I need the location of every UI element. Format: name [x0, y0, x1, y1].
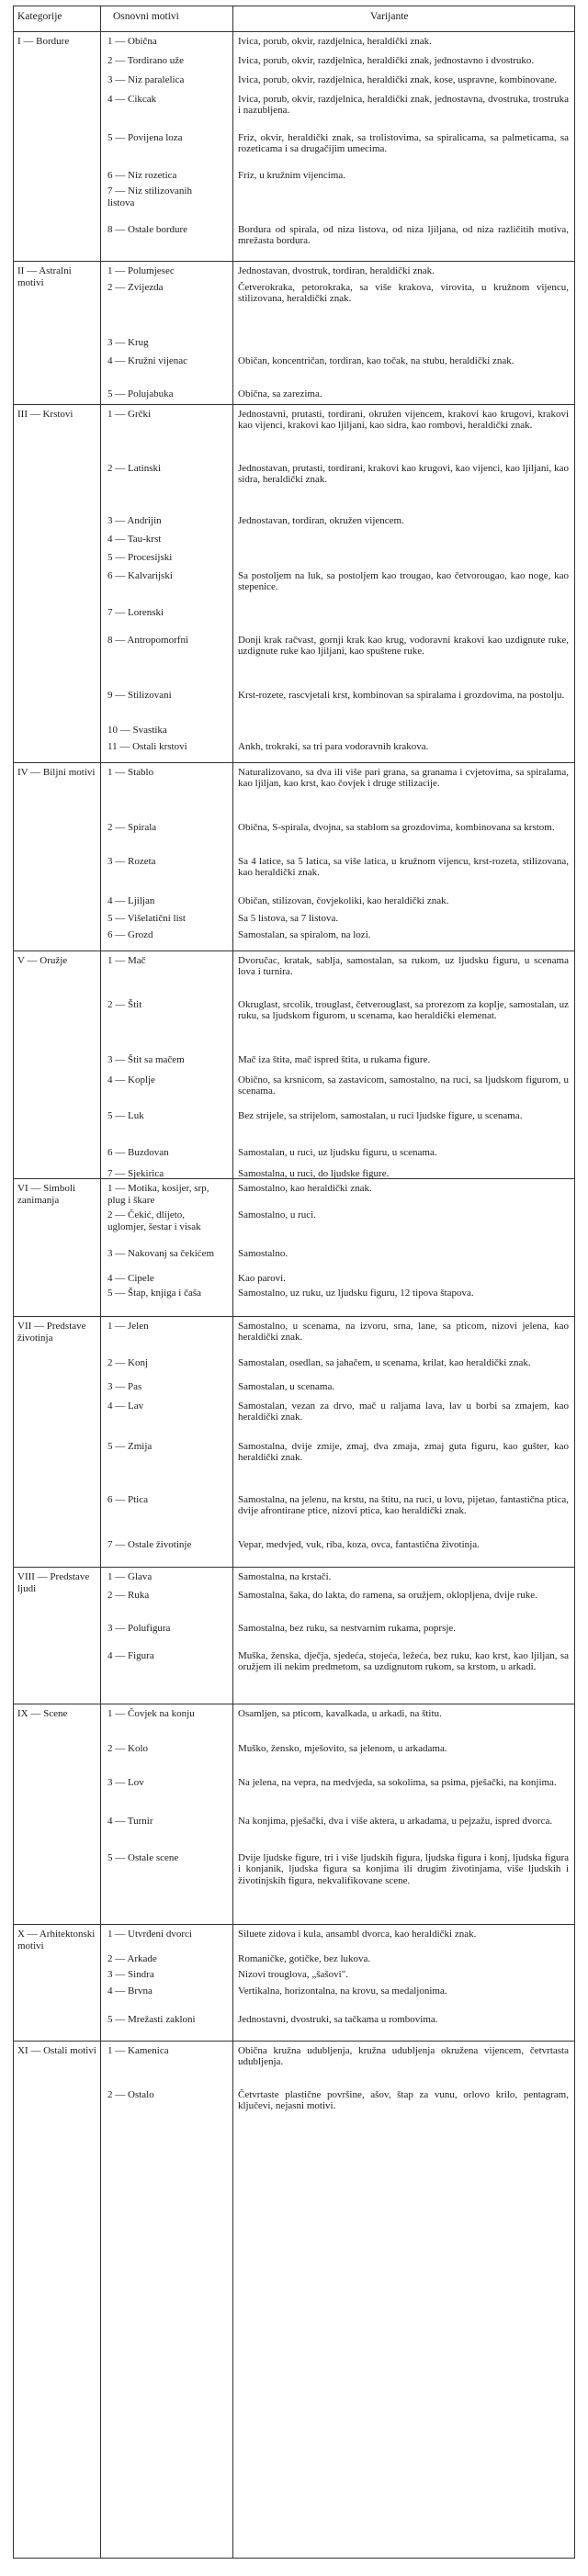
variant-text: Okruglast, srcolik, trouglast, četverouglast, sa prorezom za koplje, samostalan, uz ruku, sa ljudskom figurom, u scenama, kao heraldički elemenat. — [238, 999, 569, 1022]
variant-text: Samostalno, kao heraldički znak. — [238, 1183, 372, 1194]
motif-label: 11 — Ostali krstovi — [107, 741, 187, 752]
motif-label: 4 — Koplje — [107, 1074, 155, 1086]
motif-label: 2 — Ostalo — [107, 2089, 154, 2100]
variant-text: Jednostavan, tordiran, okružen vijencem. — [238, 515, 404, 526]
motif-label: 7 — Niz stilizovanih listova — [107, 186, 192, 208]
section-separator — [14, 1316, 574, 1317]
variant-text: Samostalno, u scenama, na izvoru, srna, lane, sa pticom, nizovi jelena, kao heraldički znak. — [238, 1321, 569, 1344]
header-categories: Kategorije — [17, 11, 62, 22]
motif-label: 7 — Ostale životinje — [107, 1539, 192, 1550]
motif-classification-table — [13, 6, 575, 2559]
motif-label: 1 — Stablo — [107, 767, 154, 778]
motif-label: 2 — Spirala — [107, 822, 157, 833]
variant-text: Samostalan, osedlan, sa jahačem, u scenama, krilat, kao heraldički znak. — [238, 1357, 531, 1368]
motif-label: 5 — Mrežasti zakloni — [107, 2014, 196, 2025]
motif-label: 4 — Turnir — [107, 1816, 153, 1827]
variant-text: Siluete zidova i kula, ansambl dvorca, kao heraldički znak. — [238, 1929, 477, 1940]
category-label: III — Krstovi — [17, 409, 74, 420]
motif-label: 3 — Štit sa mačem — [107, 1054, 185, 1065]
variant-text: Samostalan, vezan za drvo, mač u raljama lava, lav u borbi sa zmajem, kao heraldički znak. — [238, 1400, 569, 1423]
variant-text: Dvoručac, kratak, sablja, samostalan, sa rukom, uz ljudsku figuru, u scenama lova i turnira. — [238, 955, 569, 978]
variant-text: Bordura od spirala, od niza listova, od niza ljiljana, od niza različitih motiva, mrežasta bordura. — [238, 224, 569, 247]
variant-text: Četverokraka, petorokraka, sa više krakova, virovita, u kružnom vijencu, stilizovana, heraldički znak. — [238, 282, 569, 305]
motif-label: 4 — Tau-krst — [107, 534, 162, 545]
variant-text: Na jelena, na vepra, na medvjeda, sa sokolima, sa psima, pješački, na konjima. — [238, 1777, 557, 1788]
motif-label: 6 — Niz rozetica — [107, 170, 177, 181]
category-label: I — Bordure — [17, 36, 70, 47]
variant-text: Ankh, trokraki, sa tri para vodoravnih krakova. — [238, 741, 429, 752]
variant-text: Dvije ljudske figure, tri i više ljudskih figura, ljudska figura i konj, ljudska figura i konjanik, ljudska figura sa konjima ili drugim životinjama, više ljudskih i životinjskih figura, nekvalifikovane scene. — [238, 1852, 569, 1886]
category-label: XI — Ostali motivi — [17, 2045, 96, 2056]
motif-label: 5 — Ostale scene — [107, 1852, 179, 1863]
header-variants: Varijante — [370, 11, 409, 22]
variant-text: Samostalno, uz ruku, uz ljudsku figuru, 12 tipova štapova. — [238, 1288, 474, 1299]
motif-label: 5 — Štap, knjiga i čaša — [107, 1288, 202, 1299]
variant-text: Romaničke, gotičke, bez lukova. — [238, 1953, 371, 1964]
variant-text: Jednostavni, dvostruki, sa tačkama u rombovima. — [238, 2014, 438, 2025]
motif-label: 7 — Sjekirica — [107, 1168, 164, 1179]
motif-label: 4 — Figura — [107, 1650, 154, 1661]
motif-label: 3 — Pas — [107, 1381, 142, 1392]
variant-text: Samostalna, u ruci, do ljudske figure. — [238, 1168, 390, 1179]
motif-label: 4 — Cikcak — [107, 94, 157, 105]
variant-text: Kao parovi. — [238, 1273, 286, 1284]
variant-text: Krst-rozete, rascvjetali krst, kombinovan sa spiralama i grozdovima, na postolju. — [238, 690, 565, 701]
variant-text: Samostalna, na jelenu, na krstu, na štitu, na ruci, u lovu, pijetao, fantastična ptica, dvije afrontirane ptice, nizovi ptica, kao heraldički znak. — [238, 1494, 569, 1517]
table-header — [14, 6, 574, 32]
variant-text: Ivica, porub, okvir, razdjelnica, heraldički znak. — [238, 36, 432, 47]
variant-text: Mač iza štita, mač ispred štita, u rukama figure. — [238, 1054, 431, 1065]
motif-label: 3 — Andrijin — [107, 515, 162, 526]
variant-text: Obična kružna udubljenja, kružna udubljenja okružena vijencem, četvrtasta udubljenja. — [238, 2045, 569, 2068]
motif-label: 9 — Stilizovani — [107, 690, 172, 701]
variant-text: Jednostavan, prutasti, tordirani, krakovi kao krugovi, kao vijenci, kao ljiljani, kao sidra, heraldički znak. — [238, 463, 569, 486]
section-separator — [14, 1178, 574, 1179]
header-basic-motifs: Osnovni motivi — [113, 11, 179, 22]
motif-label: 5 — Višelatični list — [107, 913, 186, 924]
motif-label: 3 — Krug — [107, 337, 149, 348]
variant-text: Ivica, porub, okvir, razdjelnica, heraldički znak, kose, uspravne, kombinovane. — [238, 74, 558, 85]
motif-label: 5 — Procesijski — [107, 552, 173, 563]
variant-text: Samostalan, u scenama. — [238, 1381, 335, 1392]
category-label: X — Arhitektonski motivi — [17, 1929, 96, 1952]
variant-text: Obična, S-spirala, dvojna, sa stablom sa grozdovima, kombinovana sa krstom. — [238, 822, 555, 833]
motif-label: 2 — Kolo — [107, 1743, 148, 1754]
variant-text: Friz, u kružnim vijencima. — [238, 170, 345, 181]
variant-text: Jednostavni, prutasti, tordirani, okružen vijencem, krakovi kao krugovi, krakovi kao vijenci, krakovi kao ljiljani, kao sidra, kao rombovi, heraldički znak. — [238, 409, 569, 432]
variant-text: Sa 4 latice, sa 5 latica, sa više latica, u kružnom vijencu, krst-rozeta, stilizovana, kao heraldički znak. — [238, 856, 569, 879]
variant-text: Friz, okvir, heraldički znak, sa trolistovima, sa spiralicama, sa palmeticama, sa rozeticama i sa drugačijim umecima. — [238, 132, 569, 155]
motif-label: 4 — Cipele — [107, 1273, 154, 1284]
category-label: VII — Predstave životinja — [17, 1321, 86, 1344]
motif-label: 6 — Ptica — [107, 1494, 148, 1505]
motif-label: 7 — Lorenski — [107, 607, 164, 618]
motif-label: 1 — Obična — [107, 36, 157, 47]
motif-label: 6 — Buzdovan — [107, 1147, 169, 1158]
motif-label: 3 — Niz paralelica — [107, 74, 185, 85]
motif-label: 2 — Ruka — [107, 1590, 150, 1601]
variant-text: Nizovi trouglova, „šašovi". — [238, 1969, 348, 1980]
motif-label: 4 — Ljiljan — [107, 895, 155, 906]
variant-text: Bez strijele, sa strijelom, samostalan, u ruci ljudske figure, u scenama. — [238, 1110, 523, 1121]
motif-label: 5 — Polujabuka — [107, 388, 174, 399]
variant-text: Vepar, medvjed, vuk, riba, koza, ovca, fantastična životinja. — [238, 1539, 480, 1550]
motif-label: 2 — Tordirano uže — [107, 55, 185, 66]
variant-text: Običan, stilizovan, čovjekoliki, kao heraldički znak. — [238, 895, 449, 906]
variant-text: Jednostavan, dvostruk, tordiran, heraldički znak. — [238, 265, 435, 276]
motif-label: 2 — Zvijezda — [107, 282, 164, 293]
category-label: V — Oružje — [17, 955, 68, 966]
variant-text: Ivica, porub, okvir, razdjelnica, heraldički znak, jednostavno i dvostruko. — [238, 55, 535, 66]
motif-label: 3 — Rozeta — [107, 856, 156, 867]
motif-label: 3 — Sindra — [107, 1969, 154, 1980]
variant-text: Samostalno, u ruci. — [238, 1209, 316, 1221]
variant-text: Sa 5 listova, sa 7 listova. — [238, 913, 339, 924]
variant-text: Običan, koncentričan, tordiran, kao točak, na stubu, heraldički znak. — [238, 355, 514, 366]
section-separator — [14, 404, 574, 405]
motif-label: 2 — Štit — [107, 999, 142, 1010]
motif-label: 6 — Kalvarijski — [107, 570, 173, 581]
column-divider-2 — [232, 6, 233, 2558]
variant-text: Naturalizovano, sa dva ili više pari grana, sa granama i cvjetovima, sa spiralama, kao ljiljan, kao krst, kao čovjek i druge stilizacije. — [238, 767, 569, 790]
motif-label: 8 — Antropomorfni — [107, 635, 188, 646]
variant-text: Samostalna, bez ruku, sa nestvarnim rukama, poprsje. — [238, 1623, 457, 1634]
variant-text: Obična, sa zarezima. — [238, 388, 322, 399]
motif-label: 1 — Utvrđeni dvorci — [107, 1929, 192, 1940]
motif-label: 4 — Lav — [107, 1400, 144, 1412]
motif-label: 5 — Zmija — [107, 1441, 153, 1452]
motif-label: 2 — Čekić, dlijeto, uglomjer, šestar i visak — [107, 1209, 201, 1232]
motif-label: 1 — Jelen — [107, 1321, 149, 1332]
category-label: II — Astralni motivi — [17, 265, 72, 288]
motif-label: 1 — Mač — [107, 955, 146, 966]
motif-label: 1 — Glava — [107, 1571, 153, 1582]
motif-table-page — [13, 6, 579, 2563]
category-label: IV — Biljni motivi — [17, 767, 96, 778]
section-separator — [14, 261, 574, 262]
section-separator — [14, 1924, 574, 1925]
section-separator — [14, 762, 574, 763]
section-separator — [14, 2041, 574, 2042]
variant-text: Donji krak račvast, gornji krak kao krug, vodoravni krakovi kao uzdignute ruke, uzdignute ruke kao ljiljani, kao spuštene ruke. — [238, 635, 569, 658]
variant-text: Samostalna, dvije zmije, zmaj, dva zmaja, zmaj guta figuru, kao gušter, kao heraldički znak. — [238, 1441, 569, 1464]
motif-label: 8 — Ostale bordure — [107, 224, 188, 235]
motif-label: 3 — Polufigura — [107, 1623, 171, 1634]
motif-label: 4 — Brvna — [107, 1985, 153, 1997]
variant-text: Samostalna, šaka, do lakta, do ramena, sa oružjem, oklopljena, dvije ruke. — [238, 1590, 537, 1601]
motif-label: 3 — Lov — [107, 1777, 144, 1788]
category-label: IX — Scene — [17, 1708, 68, 1719]
category-label: VI — Simboli zanimanja — [17, 1183, 75, 1206]
motif-label: 6 — Grozd — [107, 929, 153, 940]
motif-label: 4 — Kružni vijenac — [107, 355, 188, 366]
variant-text: Vertikalna, horizontalna, na krovu, sa medaljonima. — [238, 1985, 447, 1997]
variant-text: Osamljen, sa pticom, kavalkada, u arkadi, na štitu. — [238, 1708, 442, 1719]
variant-text: Sa postoljem na luk, sa postoljem kao trougao, kao četvorougao, kao noge, kao stepenice. — [238, 570, 569, 593]
variant-text: Samostalno. — [238, 1248, 288, 1259]
motif-label: 1 — Grčki — [107, 409, 152, 420]
motif-label: 2 — Latinski — [107, 463, 162, 474]
motif-label: 10 — Svastika — [107, 725, 167, 736]
motif-label: 1 — Motika, kosijer, srp, plug i škare — [107, 1183, 209, 1206]
motif-label: 1 — Polumjesec — [107, 265, 175, 276]
variant-text: Muško, žensko, mješovito, sa jelenom, u arkadama. — [238, 1743, 447, 1754]
variant-text: Samostalan, u ruci, uz ljudsku figuru, u scenama. — [238, 1147, 437, 1158]
variant-text: Samostalan, sa spiralom, na lozi. — [238, 929, 371, 940]
motif-label: 1 — Čovjek na konju — [107, 1708, 195, 1719]
motif-label: 3 — Nakovanj sa čekićem — [107, 1248, 215, 1259]
variant-text: Na konjima, pješački, dva i više aktera, u arkadama, u pejzažu, ispred dvorca. — [238, 1816, 553, 1827]
variant-text: Obično, sa krsnicom, sa zastavicom, samostalno, na ruci, sa ljudskom figurom, u scenama. — [238, 1074, 569, 1097]
motif-label: 5 — Povijena loza — [107, 132, 183, 143]
section-separator — [14, 1567, 574, 1568]
variant-text: Četvrtaste plastične površine, ašov, štap za vunu, orlovo krilo, pentagram, ključevi, nejasni motivi. — [238, 2089, 569, 2112]
motif-label: 5 — Luk — [107, 1110, 144, 1121]
variant-text: Ivica, porub, okvir, razdjelnica, heraldički znak, jednostavna, dvostruka, trostruka i nazubljena. — [238, 94, 569, 117]
category-label: VIII — Predstave ljudi — [17, 1571, 90, 1594]
motif-label: 1 — Kamenica — [107, 2045, 169, 2056]
motif-label: 2 — Konj — [107, 1357, 148, 1368]
column-divider-1 — [100, 6, 101, 2558]
variant-text: Samostalna, na krstači. — [238, 1571, 332, 1582]
variant-text: Muška, ženska, dječja, sjedeća, stojeća, ležeća, bez ruku, kao krst, kao ljiljan, sa oružjem ili nekim predmetom, sa uzdignutom rukom, sa krstom, u arkadi. — [238, 1650, 569, 1673]
motif-label: 2 — Arkade — [107, 1953, 157, 1964]
